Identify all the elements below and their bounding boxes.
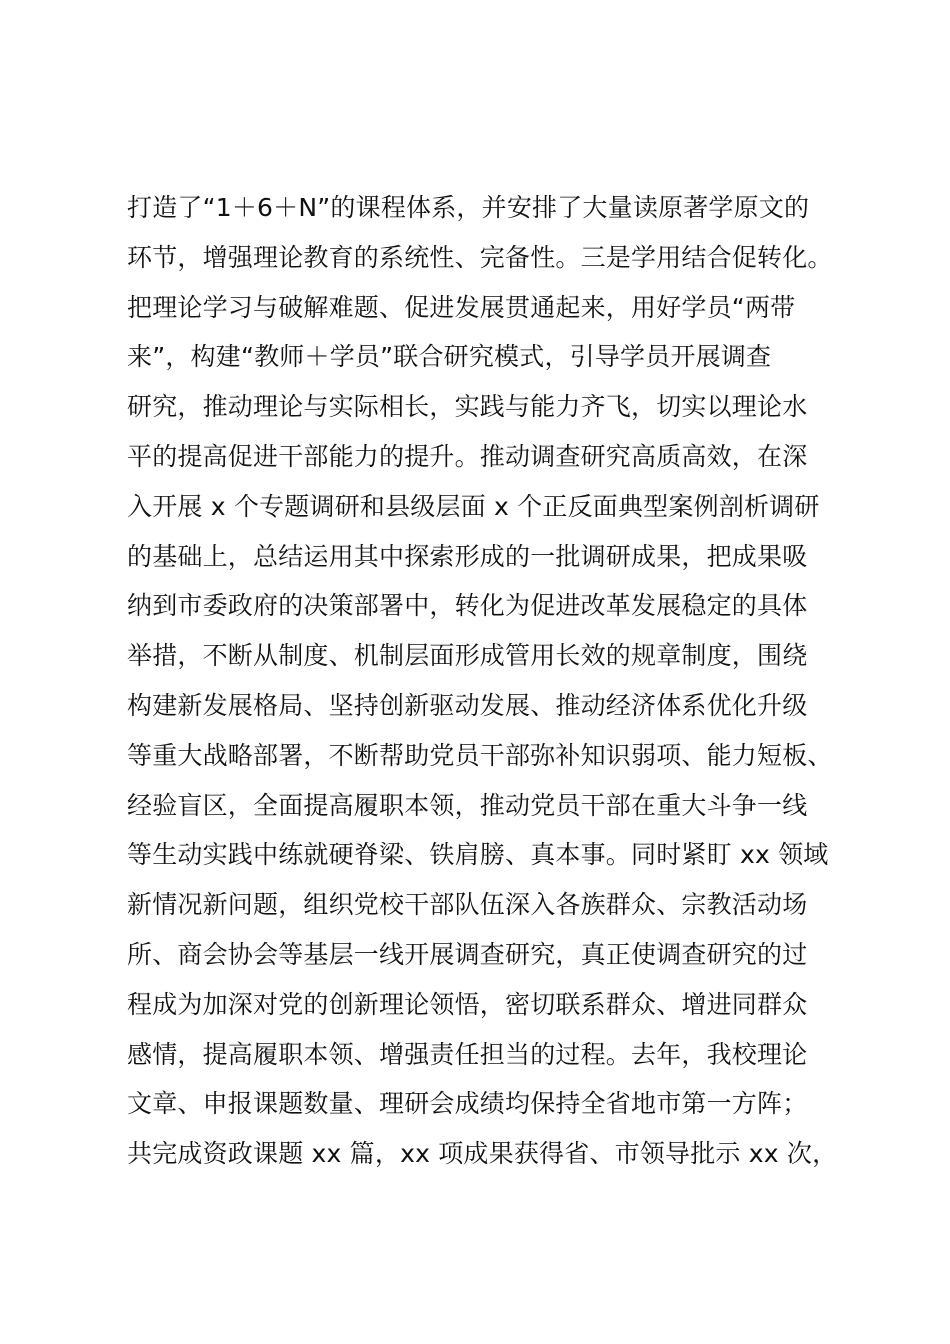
text-line: 新情况新问题，组织党校干部队伍深入各族群众、宗教活动场 (127, 890, 808, 920)
text-line: 经验盲区，全面提高履职本领，推动党员干部在重大斗争一线 (127, 790, 808, 820)
text-line: 所、商会协会等基层一线开展调查研究，真正使调查研究的过 (127, 939, 808, 969)
text-line: 入开展 x 个专题调研和县级层面 x 个正反面典型案例剖析调研 (127, 491, 820, 521)
text-line: 环节，增强理论教育的系统性、完备性。三是学用结合促转化。 (127, 242, 833, 272)
body-paragraph (127, 183, 847, 1179)
text-line: 平的提高促进干部能力的提升。推动调查研究高质高效，在深 (127, 441, 808, 471)
text-line: 举措，不断从制度、机制层面形成管用长效的规章制度，围绕 (127, 641, 808, 671)
text-line: 研究，推动理论与实际相长，实践与能力齐飞，切实以理论水 (127, 392, 808, 422)
text-line: 把理论学习与破解难题、促进发展贯通起来，用好学员“两带 (127, 292, 796, 322)
text-line: 等重大战略部署，不断帮助党员干部弥补知识弱项、能力短板、 (127, 740, 833, 770)
text-line: 程成为加深对党的创新理论领悟，密切联系群众、增进同群众 (127, 989, 808, 1019)
text-line: 打造了“1＋6＋N”的课程体系，并安排了大量读原著学原文的 (127, 193, 810, 222)
text-line: 共完成资政课题 xx 篇，xx 项成果获得省、市领导批示 xx 次， (127, 1139, 838, 1169)
text-line: 的基础上，总结运用其中探索形成的一批调研成果，把成果吸 (127, 541, 808, 571)
text-line: 构建新发展格局、坚持创新驱动发展、推动经济体系优化升级 (127, 690, 808, 720)
text-line: 纳到市委政府的决策部署中，转化为促进改革发展稳定的具体 (127, 591, 808, 621)
text-line: 文章、申报课题数量、理研会成绩均保持全省地市第一方阵； (127, 1089, 808, 1119)
text-line: 来”，构建“教师＋学员”联合研究模式，引导学员开展调查 (127, 342, 772, 372)
text-line: 感情，提高履职本领、增强责任担当的过程。去年，我校理论 (127, 1039, 808, 1069)
text-line: 等生动实践中练就硬脊梁、铁肩膀、真本事。同时紧盯 xx 领域 (127, 840, 829, 870)
